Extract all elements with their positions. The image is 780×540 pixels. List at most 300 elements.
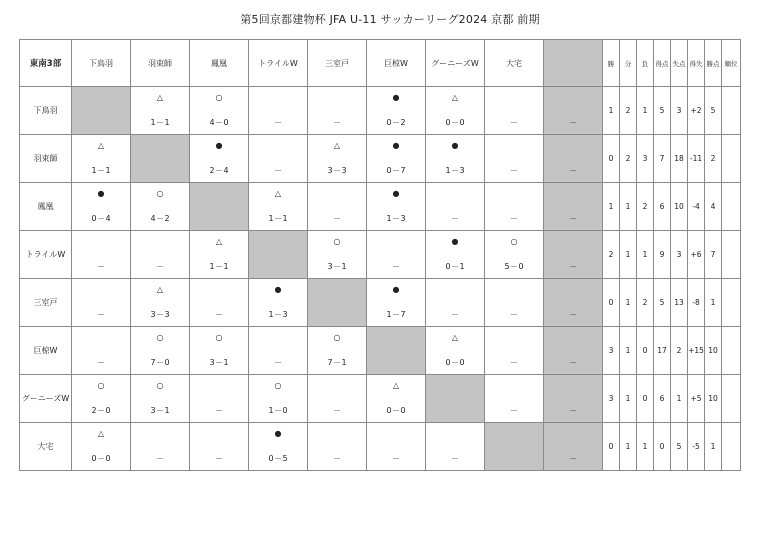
score-away: 0 <box>223 118 229 127</box>
table-row <box>20 183 741 231</box>
match-cell <box>72 279 131 327</box>
row-team-name: 鳳凰 <box>20 183 72 231</box>
result-mark: ○ <box>156 381 164 390</box>
match-cell <box>190 87 249 135</box>
score-away: 0 <box>164 358 170 367</box>
score-away: 0 <box>459 358 465 367</box>
unplayed-dash: － <box>569 166 577 175</box>
match-cell <box>485 87 544 135</box>
result-mark: △ <box>215 237 223 246</box>
stat-value: 6 <box>654 375 671 423</box>
league-table <box>19 39 741 471</box>
self-match-cell <box>131 135 190 183</box>
result-mark: ● <box>274 429 282 438</box>
match-cell <box>426 183 485 231</box>
stat-value: 17 <box>654 327 671 375</box>
unplayed-dash: － <box>274 358 282 367</box>
table-row <box>20 135 741 183</box>
match-cell <box>190 231 249 279</box>
match-cell <box>308 87 367 135</box>
stat-value: 1 <box>620 231 637 279</box>
result-mark: ● <box>392 141 400 150</box>
stat-value <box>722 87 741 135</box>
stat-value: 3 <box>671 87 688 135</box>
stat-value: 10 <box>671 183 688 231</box>
column-header-blank <box>544 40 603 87</box>
result-mark: △ <box>451 333 459 342</box>
result-mark: ○ <box>97 381 105 390</box>
stat-value: -5 <box>688 423 705 471</box>
score-separator: － <box>451 166 459 175</box>
match-cell <box>485 279 544 327</box>
result-mark: ○ <box>156 189 164 198</box>
table-row <box>20 231 741 279</box>
score-away: 1 <box>341 358 347 367</box>
match-cell <box>367 279 426 327</box>
score-separator: － <box>215 166 223 175</box>
match-cell <box>190 135 249 183</box>
score-away: 7 <box>400 166 406 175</box>
result-mark: ○ <box>333 237 341 246</box>
match-cell <box>190 279 249 327</box>
unplayed-dash: － <box>392 262 400 271</box>
unplayed-dash: － <box>333 214 341 223</box>
unplayed-dash: － <box>510 310 518 319</box>
match-cell <box>131 375 190 423</box>
stat-value: 5 <box>705 87 722 135</box>
result-mark: ○ <box>215 93 223 102</box>
table-row <box>20 327 741 375</box>
score-separator: － <box>156 358 164 367</box>
score-home: 1 <box>150 118 156 127</box>
score-separator: － <box>451 118 459 127</box>
score-home: 3 <box>327 262 333 271</box>
unplayed-dash: － <box>569 358 577 367</box>
stat-value: +2 <box>688 87 705 135</box>
match-cell <box>485 183 544 231</box>
unplayed-dash: － <box>97 310 105 319</box>
result-mark: ● <box>274 285 282 294</box>
self-match-cell <box>367 327 426 375</box>
score-home: 1 <box>209 262 215 271</box>
row-team-name: 下鳥羽 <box>20 87 72 135</box>
column-header-stat: 順位 <box>722 40 741 87</box>
score-separator: － <box>392 406 400 415</box>
stat-value: 10 <box>705 327 722 375</box>
score-separator: － <box>451 358 459 367</box>
stat-value <box>722 135 741 183</box>
stat-value: 6 <box>654 183 671 231</box>
score-separator: － <box>392 310 400 319</box>
stat-value: +5 <box>688 375 705 423</box>
score-home: 1 <box>268 214 274 223</box>
score-home: 4 <box>150 214 156 223</box>
result-mark: ○ <box>510 237 518 246</box>
stat-value: 1 <box>620 279 637 327</box>
match-cell <box>426 423 485 471</box>
corner-label: 東南3部 <box>20 40 72 87</box>
unplayed-dash: － <box>451 454 459 463</box>
score-home: 3 <box>327 166 333 175</box>
match-cell <box>249 327 308 375</box>
stat-value: 5 <box>654 87 671 135</box>
self-match-cell <box>485 423 544 471</box>
match-cell <box>308 327 367 375</box>
row-team-name: 大宅 <box>20 423 72 471</box>
unplayed-dash: － <box>569 310 577 319</box>
score-away: 0 <box>282 406 288 415</box>
unplayed-dash: － <box>215 454 223 463</box>
score-away: 1 <box>459 262 465 271</box>
column-header-team: 大宅 <box>485 40 544 87</box>
match-cell <box>367 231 426 279</box>
match-cell <box>249 423 308 471</box>
score-away: 3 <box>164 310 170 319</box>
unplayed-dash: － <box>569 118 577 127</box>
match-cell <box>308 375 367 423</box>
match-cell <box>426 87 485 135</box>
score-home: 0 <box>386 406 392 415</box>
extra-column-cell <box>544 135 603 183</box>
score-away: 2 <box>164 214 170 223</box>
stat-value: +6 <box>688 231 705 279</box>
match-cell <box>190 375 249 423</box>
stat-value: 9 <box>654 231 671 279</box>
score-separator: － <box>274 454 282 463</box>
stat-value: 2 <box>603 231 620 279</box>
column-header-stat: 得失 <box>688 40 705 87</box>
result-mark: ○ <box>156 333 164 342</box>
unplayed-dash: － <box>333 118 341 127</box>
score-away: 4 <box>105 214 111 223</box>
result-mark: △ <box>97 429 105 438</box>
extra-column-cell <box>544 183 603 231</box>
score-away: 0 <box>105 406 111 415</box>
score-separator: － <box>392 214 400 223</box>
stat-value: 1 <box>620 423 637 471</box>
column-header-team: 巨椋W <box>367 40 426 87</box>
self-match-cell <box>249 231 308 279</box>
result-mark: ● <box>392 93 400 102</box>
stat-value: 1 <box>620 375 637 423</box>
unplayed-dash: － <box>333 406 341 415</box>
extra-column-cell <box>544 327 603 375</box>
score-separator: － <box>156 310 164 319</box>
stat-value: 0 <box>603 135 620 183</box>
self-match-cell <box>190 183 249 231</box>
stat-value <box>722 279 741 327</box>
score-home: 3 <box>209 358 215 367</box>
unplayed-dash: － <box>510 214 518 223</box>
match-cell <box>131 327 190 375</box>
score-away: 0 <box>459 118 465 127</box>
column-header-stat: 勝点 <box>705 40 722 87</box>
unplayed-dash: － <box>451 214 459 223</box>
stat-value: -11 <box>688 135 705 183</box>
match-cell <box>249 375 308 423</box>
score-home: 5 <box>504 262 510 271</box>
extra-column-cell <box>544 87 603 135</box>
stat-value: 1 <box>637 423 654 471</box>
score-away: 0 <box>105 454 111 463</box>
score-away: 1 <box>105 166 111 175</box>
row-team-name: グーニーズW <box>20 375 72 423</box>
stat-value <box>722 423 741 471</box>
unplayed-dash: － <box>274 166 282 175</box>
score-home: 1 <box>268 406 274 415</box>
table-row <box>20 279 741 327</box>
score-away: 5 <box>282 454 288 463</box>
extra-column-cell <box>544 279 603 327</box>
score-away: 1 <box>164 118 170 127</box>
match-cell <box>249 87 308 135</box>
score-separator: － <box>156 118 164 127</box>
row-team-name: 羽束師 <box>20 135 72 183</box>
stat-value: 7 <box>705 231 722 279</box>
match-cell <box>426 279 485 327</box>
match-cell <box>308 135 367 183</box>
column-header-stat: 負 <box>637 40 654 87</box>
stat-value: 2 <box>620 135 637 183</box>
score-away: 1 <box>164 406 170 415</box>
match-cell <box>131 231 190 279</box>
match-cell <box>131 279 190 327</box>
match-cell <box>72 135 131 183</box>
unplayed-dash: － <box>97 262 105 271</box>
stat-value: +15 <box>688 327 705 375</box>
result-mark: △ <box>156 285 164 294</box>
match-cell <box>249 135 308 183</box>
score-separator: － <box>392 166 400 175</box>
stat-value: 5 <box>654 279 671 327</box>
unplayed-dash: － <box>274 118 282 127</box>
match-cell <box>131 423 190 471</box>
score-home: 3 <box>150 310 156 319</box>
match-cell <box>367 375 426 423</box>
result-mark: △ <box>97 141 105 150</box>
score-home: 0 <box>445 262 451 271</box>
score-away: 1 <box>223 262 229 271</box>
unplayed-dash: － <box>215 310 223 319</box>
unplayed-dash: － <box>569 454 577 463</box>
match-cell <box>72 327 131 375</box>
score-separator: － <box>333 166 341 175</box>
unplayed-dash: － <box>569 406 577 415</box>
score-separator: － <box>392 118 400 127</box>
stat-value: 1 <box>637 87 654 135</box>
unplayed-dash: － <box>510 358 518 367</box>
score-separator: － <box>274 310 282 319</box>
score-home: 7 <box>327 358 333 367</box>
column-header-stat: 勝 <box>603 40 620 87</box>
column-header-stat: 分 <box>620 40 637 87</box>
score-separator: － <box>156 406 164 415</box>
unplayed-dash: － <box>333 454 341 463</box>
result-mark: △ <box>333 141 341 150</box>
match-cell <box>308 183 367 231</box>
stat-value: 2 <box>705 135 722 183</box>
result-mark: ○ <box>333 333 341 342</box>
stat-value: 1 <box>705 423 722 471</box>
match-cell <box>367 135 426 183</box>
stat-value: 2 <box>671 327 688 375</box>
score-separator: － <box>451 262 459 271</box>
result-mark: ● <box>451 141 459 150</box>
stat-value: 5 <box>671 423 688 471</box>
result-mark: ● <box>392 189 400 198</box>
result-mark: ● <box>451 237 459 246</box>
score-separator: － <box>510 262 518 271</box>
column-header-team: グーニーズW <box>426 40 485 87</box>
column-header-stat: 失点 <box>671 40 688 87</box>
score-home: 2 <box>209 166 215 175</box>
stat-value: 4 <box>705 183 722 231</box>
score-home: 1 <box>386 214 392 223</box>
row-team-name: 巨椋W <box>20 327 72 375</box>
score-home: 7 <box>150 358 156 367</box>
score-home: 0 <box>386 166 392 175</box>
self-match-cell <box>72 87 131 135</box>
match-cell <box>426 231 485 279</box>
score-separator: － <box>156 214 164 223</box>
score-away: 1 <box>341 262 347 271</box>
score-away: 3 <box>459 166 465 175</box>
result-mark: ● <box>392 285 400 294</box>
score-home: 1 <box>445 166 451 175</box>
column-header-team: トライルW <box>249 40 308 87</box>
stat-value: 1 <box>705 279 722 327</box>
extra-column-cell <box>544 375 603 423</box>
score-home: 0 <box>445 358 451 367</box>
match-cell <box>426 327 485 375</box>
unplayed-dash: － <box>569 214 577 223</box>
score-away: 3 <box>282 310 288 319</box>
score-away: 0 <box>400 406 406 415</box>
column-header-team: 羽束師 <box>131 40 190 87</box>
unplayed-dash: － <box>392 454 400 463</box>
stat-value: 2 <box>637 183 654 231</box>
stat-value: -4 <box>688 183 705 231</box>
score-away: 1 <box>282 214 288 223</box>
column-header-stat: 得点 <box>654 40 671 87</box>
self-match-cell <box>426 375 485 423</box>
stat-value: 1 <box>603 183 620 231</box>
match-cell <box>72 183 131 231</box>
result-mark: ○ <box>274 381 282 390</box>
match-cell <box>485 327 544 375</box>
score-separator: － <box>97 454 105 463</box>
score-home: 0 <box>268 454 274 463</box>
score-home: 0 <box>445 118 451 127</box>
match-cell <box>131 87 190 135</box>
score-home: 1 <box>268 310 274 319</box>
stat-value: 3 <box>671 231 688 279</box>
match-cell <box>131 183 190 231</box>
extra-column-cell <box>544 231 603 279</box>
score-away: 0 <box>518 262 524 271</box>
row-team-name: 三室戸 <box>20 279 72 327</box>
match-cell <box>367 423 426 471</box>
match-cell <box>249 279 308 327</box>
column-header-team: 三室戸 <box>308 40 367 87</box>
stat-value: 3 <box>603 375 620 423</box>
score-home: 0 <box>91 454 97 463</box>
result-mark: △ <box>392 381 400 390</box>
match-cell <box>367 183 426 231</box>
stat-value: 0 <box>637 375 654 423</box>
match-cell <box>308 423 367 471</box>
stat-value: 0 <box>603 423 620 471</box>
stat-value <box>722 327 741 375</box>
score-home: 0 <box>91 214 97 223</box>
stat-value: 2 <box>620 87 637 135</box>
table-row <box>20 423 741 471</box>
score-home: 4 <box>209 118 215 127</box>
match-cell <box>367 87 426 135</box>
stat-value: 0 <box>603 279 620 327</box>
result-mark: △ <box>156 93 164 102</box>
table-row <box>20 87 741 135</box>
score-away: 1 <box>223 358 229 367</box>
stat-value: 18 <box>671 135 688 183</box>
match-cell <box>485 135 544 183</box>
extra-column-cell <box>544 423 603 471</box>
score-separator: － <box>274 214 282 223</box>
match-cell <box>308 231 367 279</box>
unplayed-dash: － <box>510 118 518 127</box>
stat-value: 3 <box>603 327 620 375</box>
score-home: 2 <box>91 406 97 415</box>
result-mark: ● <box>97 189 105 198</box>
match-cell <box>72 423 131 471</box>
score-home: 0 <box>386 118 392 127</box>
match-cell <box>485 231 544 279</box>
stat-value: 0 <box>637 327 654 375</box>
score-separator: － <box>333 262 341 271</box>
stat-value <box>722 183 741 231</box>
stat-value: -8 <box>688 279 705 327</box>
score-away: 7 <box>400 310 406 319</box>
score-separator: － <box>215 358 223 367</box>
unplayed-dash: － <box>97 358 105 367</box>
score-home: 1 <box>91 166 97 175</box>
match-cell <box>190 327 249 375</box>
column-header-team: 鳳凰 <box>190 40 249 87</box>
match-cell <box>190 423 249 471</box>
match-cell <box>485 375 544 423</box>
unplayed-dash: － <box>569 262 577 271</box>
stat-value: 1 <box>620 327 637 375</box>
match-cell <box>426 135 485 183</box>
unplayed-dash: － <box>510 166 518 175</box>
score-separator: － <box>97 166 105 175</box>
score-away: 2 <box>400 118 406 127</box>
score-separator: － <box>333 358 341 367</box>
score-away: 3 <box>400 214 406 223</box>
score-separator: － <box>274 406 282 415</box>
result-mark: △ <box>274 189 282 198</box>
result-mark: ● <box>215 141 223 150</box>
score-separator: － <box>215 118 223 127</box>
page-title: 第5回京都建物杯 JFA U-11 サッカーリーグ2024 京都 前期 <box>240 13 540 26</box>
unplayed-dash: － <box>156 262 164 271</box>
stat-value: 13 <box>671 279 688 327</box>
result-mark: ○ <box>215 333 223 342</box>
unplayed-dash: － <box>451 310 459 319</box>
table-row <box>20 375 741 423</box>
result-mark: △ <box>451 93 459 102</box>
column-header-team: 下鳥羽 <box>72 40 131 87</box>
